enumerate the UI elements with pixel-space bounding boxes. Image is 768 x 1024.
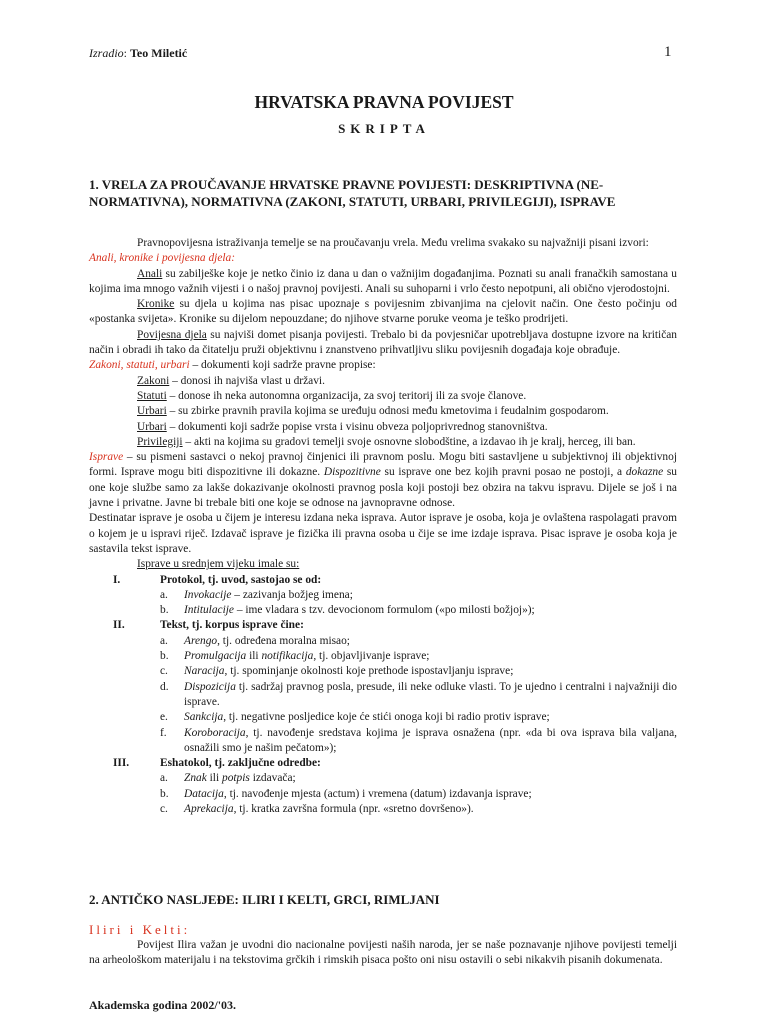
group-label-zakoni <box>89 358 677 373</box>
list-item <box>160 771 677 786</box>
item-term: Promulgacija <box>184 650 247 663</box>
item-connector: ili <box>206 772 222 785</box>
item-letter: c. <box>160 802 168 815</box>
item-term: Sankcija <box>184 711 224 724</box>
paragraph-isprave <box>89 450 677 511</box>
outline-section <box>89 618 677 633</box>
paragraph-urbari-2 <box>89 420 677 435</box>
item-term: Arengo <box>184 634 218 647</box>
item-rest: , tj. spominjanje okolnosti koje prethode ispostavljanju isprave; <box>224 665 514 678</box>
item-term: Koroboracija <box>184 726 246 739</box>
item-term: Naracija <box>184 665 225 678</box>
paragraph-iliri: Povijest Ilira važan je uvodni dio nacionalne povijesti naših naroda, jer se naše poznavanje njihove povijesti temelji na arheološkom materijalu i na tekstovima grčkih i rimskih pisaca pošto oni nisu ostavili o sebi nikakvih pisanih dokumenata. <box>89 939 677 967</box>
paragraph-povijesna-djela <box>89 328 677 359</box>
list-item <box>160 603 677 618</box>
item-text <box>184 726 677 757</box>
item-rest: tj. sadržaj pravnog posla, presude, ili neke odluke vlasti. To je ujedno i centralni i najvažniji dio isprave. <box>184 680 677 708</box>
item-text <box>184 664 677 679</box>
section-2-body <box>89 938 677 969</box>
header-author: Teo Miletić <box>130 46 188 60</box>
item-term: Intitulacije <box>184 604 234 617</box>
item-rest: – zazivanja božjeg imena; <box>231 588 353 601</box>
outline-items <box>89 634 677 756</box>
item-letter: e. <box>160 711 168 724</box>
list-item <box>160 802 677 817</box>
item-term-2: potpis <box>222 772 250 785</box>
section-1-body <box>89 236 677 817</box>
section-1-heading: 1. VRELA ZA PROUČAVANJE HRVATSKE PRAVNE POVIJESTI: DESKRIPTIVNA (NE-NORMATIVNA), NORMATIVNA (ZAKONI, STATUTI, URBARI, PRIVILEGIJI), ISPRAVE <box>89 177 616 209</box>
paragraph-anali <box>89 267 677 298</box>
text-urbari-1: – su zbirke pravnih pravila kojima se uređuju odnosi među kmetovima i feudalnim gospodarom. <box>166 405 609 418</box>
item-rest: izdavača; <box>249 772 296 785</box>
paragraph-privilegiji <box>89 435 677 450</box>
intro-paragraph: Pravnopovijesna istraživanja temelje se na proučavanju vrela. Među vrelima svakako su najvažniji pisani izvori: <box>137 237 649 249</box>
text-zakoni: – donosi ih najviša vlast u državi. <box>169 374 325 387</box>
section-title: Tekst, tj. korpus isprave čine: <box>160 619 304 632</box>
paragraph-zakoni <box>89 374 677 389</box>
text-povijesna-djela: su najviši domet pisanja povijesti. Trebalo bi da povjesničar upotrebljava dostupne izvore na kritičan način i obradi ih tako da čitatelju pruži objektivnu i znanstveno prihvatljivu sliku povijesnih događaja koje obrađuje. <box>89 328 678 357</box>
page-number: 1 <box>664 44 672 60</box>
item-rest: , tj. navođenje sredstava kojima je isprava osnažena (npr. «da bi ova isprava bila valjana, osnažili smo je našim pečatom»); <box>184 726 677 754</box>
item-term: Aprekacija <box>184 802 234 815</box>
text-privilegiji: – akti na kojima su gradovi temelji svoje osnovne slobodštine, a izdavao ih je kralj, herceg, ili ban. <box>182 435 636 448</box>
paragraph-kronike <box>89 297 677 328</box>
item-text <box>184 588 677 603</box>
item-text <box>184 649 677 664</box>
text-isprave-2: su isprave one bez kojih pravni posao ne postoji, a <box>380 466 626 479</box>
item-letter: f. <box>160 726 167 739</box>
item-term: Datacija <box>184 787 224 800</box>
item-term: Znak <box>184 772 207 785</box>
outline-section <box>89 756 677 771</box>
term-statuti: Statuti <box>137 389 167 402</box>
term-dokazne: dokazne <box>625 466 664 479</box>
item-letter: b. <box>160 604 169 617</box>
item-letter: a. <box>160 772 168 785</box>
group-label-anali: Anali, kronike i povijesna djela: <box>89 252 236 265</box>
item-rest: , tj. negativne posljedice koje će stići onoga koji bi radio protiv isprave; <box>223 711 550 724</box>
term-dispozitivne: Dispozitivne <box>323 466 381 479</box>
paragraph-urbari-1 <box>89 404 677 419</box>
text-anali: su zabilješke koje je netko činio iz dana u dan o važnijim događanjima. Poznati su anali franačkih samostana u kojima ima mnogo važnih vijesti i o našoj pravnoj povijesti. Anali su suhoparni i vrlo često nepotpuni, ali obično vjerodostojni. <box>89 267 677 295</box>
section-number: I. <box>113 573 121 586</box>
document-title: HRVATSKA PRAVNA POVIJEST <box>254 92 514 112</box>
item-term: Dispozicija <box>184 680 236 693</box>
paragraph-destinatar: Destinatar isprave je osoba u čijem je interesu izdana neka isprava. Autor isprave je osoba, koja je ovlaštena raspolagati pravom o kojem je u ispravi riječ. Izdavač isprave je fizička ili pravna osoba u čije se ime izdaje isprava. Pisac isprave je osoba koja je sastavila tekst isprave. <box>89 512 677 555</box>
group2-text: – dokumenti koji sadrže pravne propise: <box>189 359 376 372</box>
item-rest: , tj. navođenje mjesta (actum) i vremena (datum) izdavanja isprave; <box>223 787 532 800</box>
text-isprave-1: – su pismeni sastavci o nekoj pravnoj činjenici ili pravnom poslu. Mogu biti sastavljene u subjektivnoj ili objektivnoj formi. Isprave mogu biti dispozitivne ili dokazne. <box>89 451 677 479</box>
item-rest: , tj. objavljivanje isprave; <box>313 650 430 663</box>
item-text <box>184 787 677 802</box>
text-kronike: su djela u kojima nas pisac upoznaje s povijesnim zbivanjima na cjelovit način. One često počinju od «postanka svijeta». Kronike su dijelom nepouzdane; do njihove stvarne poruke veoma je teško prodrijeti. <box>89 298 677 326</box>
list-item <box>160 680 677 711</box>
item-text <box>184 634 677 649</box>
item-letter: b. <box>160 787 169 800</box>
item-text <box>184 710 677 725</box>
item-letter: d. <box>160 680 169 693</box>
item-rest: , tj. određena moralna misao; <box>217 634 350 647</box>
outline-section <box>89 573 677 588</box>
term-kronike: Kronike <box>137 298 175 311</box>
text-urbari-2: – dokumenti koji sadrže popise vrsta i visinu obveza poljoprivrednog stanovništva. <box>166 420 548 433</box>
item-letter: b. <box>160 650 169 663</box>
item-rest: – ime vladara s tzv. devocionom formulom («po milosti božjoj»); <box>233 604 535 617</box>
list-item <box>160 787 677 802</box>
list-item <box>160 634 677 649</box>
group2-label: Zakoni, statuti, urbari <box>89 359 190 372</box>
text-isprave-3: su one koje službe samo za lakše dokazivanje okolnosti pravnog posla koji postoji bez obzira na takvu ispravu. Dijele se još i na javne i privatne. Javne bi trebale biti one koje se odnose na javnopravne odnose. <box>89 466 677 510</box>
item-term-2: notifikacija <box>261 650 314 663</box>
text-statuti: – donose ih neka autonomna organizacija, za svoj teritorij ili za svoje članove. <box>166 389 527 402</box>
page-footer: Akademska godina 2002/'03. <box>89 998 237 1012</box>
term-anali: Anali <box>137 267 163 280</box>
section-number: III. <box>113 757 130 770</box>
isprave-srednji-vijek <box>89 557 677 572</box>
section-title: Eshatokol, tj. zaključne odredbe: <box>160 757 321 770</box>
term-povijesna-djela: Povijesna djela <box>137 328 207 341</box>
document-subtitle: SKRIPTA <box>338 121 430 136</box>
isprave-srednji-label: Isprave u srednjem vijeku imale su: <box>137 558 300 571</box>
item-letter: c. <box>160 665 168 678</box>
term-urbari-1: Urbari <box>137 405 167 418</box>
item-letter: a. <box>160 634 168 647</box>
item-text <box>184 802 677 817</box>
item-term: Invokacije <box>184 588 232 601</box>
paragraph-statuti <box>89 389 677 404</box>
term-isprave: Isprave <box>89 451 124 464</box>
section-number: II. <box>113 619 125 632</box>
list-item <box>160 588 677 603</box>
item-text <box>184 603 677 618</box>
item-letter: a. <box>160 588 168 601</box>
list-item <box>160 664 677 679</box>
section-2-subheading: Iliri i Kelti: <box>89 922 191 937</box>
list-item <box>160 726 677 757</box>
outline-items <box>89 588 677 619</box>
term-zakoni: Zakoni <box>137 374 170 387</box>
isprave-structure-list <box>89 573 677 818</box>
item-text <box>184 771 677 786</box>
term-urbari-2: Urbari <box>137 420 167 433</box>
item-rest: , tj. kratka završna formula (npr. «sretno dovršeno»). <box>233 802 474 815</box>
section-2-heading: 2. ANTIČKO NASLJEĐE: ILIRI I KELTI, GRCI, RIMLJANI <box>89 892 440 907</box>
term-privilegiji: Privilegiji <box>137 435 183 448</box>
section-title: Protokol, tj. uvod, sastojao se od: <box>160 573 322 586</box>
list-item <box>160 649 677 664</box>
item-text <box>184 680 677 711</box>
page-header: Izradio: Teo Miletić <box>89 46 188 60</box>
outline-items <box>89 771 677 817</box>
item-connector: ili <box>246 650 262 663</box>
list-item <box>160 710 677 725</box>
header-label: Izradio <box>89 46 124 60</box>
